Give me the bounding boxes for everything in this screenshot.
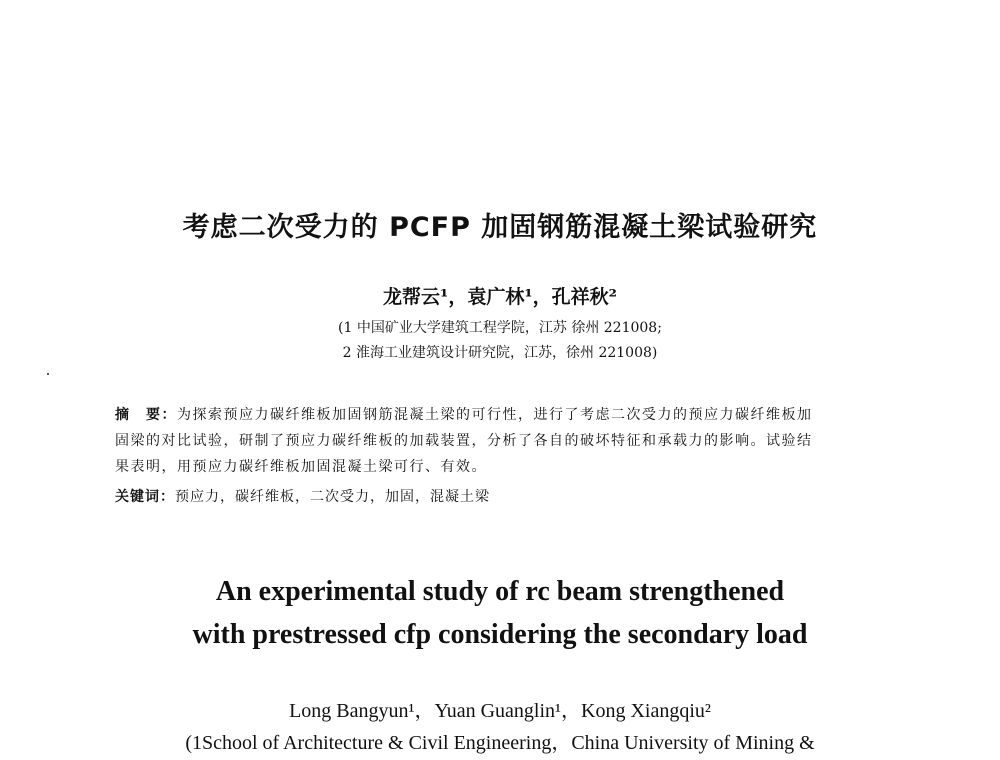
abstract-line-3: 果表明，用预应力碳纤维板加固混凝土梁可行、有效。 bbox=[115, 459, 487, 475]
abstract-line-1 bbox=[115, 402, 915, 428]
chinese-abstract bbox=[115, 402, 915, 480]
keywords-text: 预应力，碳纤维板，二次受力，加固，混凝土梁 bbox=[175, 489, 490, 505]
english-affiliation-1: (1School of Architecture & Civil Engineering，China University of Mining & bbox=[185, 732, 815, 754]
abstract-line-2: 固梁的对比试验，研制了预应力碳纤维板的加载装置，分析了各自的破坏特征和承载力的影响。试验结 bbox=[115, 433, 813, 449]
abstract-label: 摘 要： bbox=[115, 407, 177, 423]
chinese-keywords bbox=[115, 486, 490, 506]
margin-dot bbox=[47, 373, 49, 375]
abstract-text-1: 为探索预应力碳纤维板加固钢筋混凝土梁的可行性，进行了考虑二次受力的预应力碳纤维板加 bbox=[177, 407, 813, 423]
chinese-authors: 龙帮云¹，袁广林¹，孔祥秋² bbox=[383, 286, 617, 308]
chinese-affiliation-2: 2 淮海工业建筑设计研究院，江苏，徐州 221008) bbox=[342, 345, 658, 361]
english-title-line-2: with prestressed cfp considering the secondary load bbox=[192, 619, 808, 650]
keywords-label: 关键词： bbox=[115, 489, 175, 505]
chinese-affiliation-1: (1 中国矿业大学建筑工程学院，江苏 徐州 221008; bbox=[338, 320, 662, 336]
chinese-title: 考虑二次受力的 PCFP 加固钢筋混凝土梁试验研究 bbox=[182, 212, 818, 243]
english-authors: Long Bangyun¹，Yuan Guanglin¹，Kong Xiangqiu² bbox=[289, 700, 711, 722]
english-title-line-1: An experimental study of rc beam strengthened bbox=[215, 576, 785, 607]
